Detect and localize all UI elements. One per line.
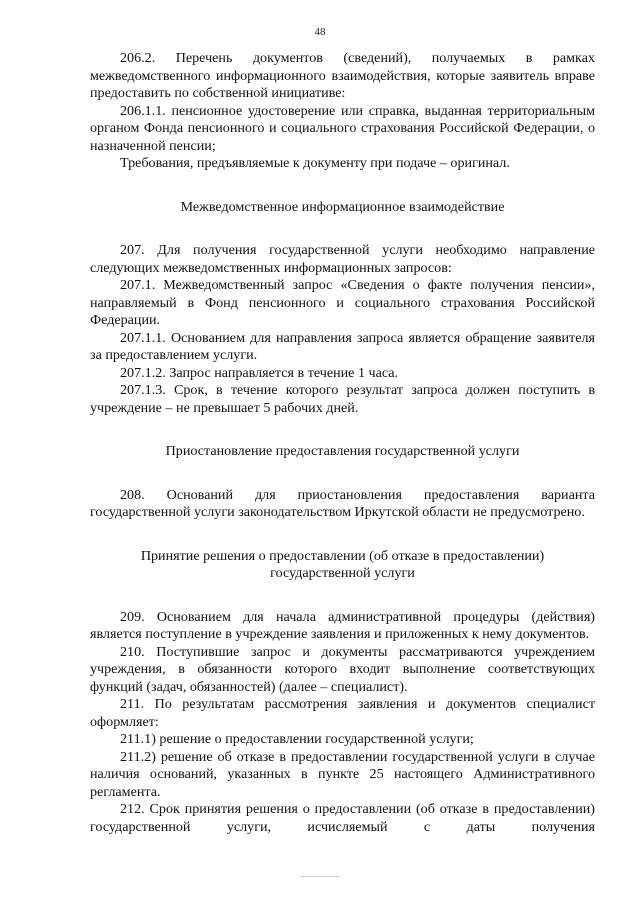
paragraph-206-1-1: 206.1.1. пенсионное удостоверение или справка, выданная территориальным органом Фонда пенсионного и социального страхования Российской Федерации, о назначенной пенсии; bbox=[90, 102, 595, 154]
scan-mark bbox=[300, 876, 340, 877]
paragraph-210: 210. Поступившие запрос и документы рассматриваются учреждением учреждения, в обязанности которого входит выполнение соответствующих функций (задач, обязанностей) (далее – специалист). bbox=[90, 643, 595, 695]
document-body bbox=[90, 50, 595, 836]
paragraph-211: 211. По результатам рассмотрения заявления и документов специалист оформляет: bbox=[90, 696, 595, 730]
section-heading-suspension: Приостановление предоставления государственной услуги bbox=[165, 443, 520, 459]
paragraph-requirements: Требования, предъявляемые к документу при подаче – оригинал. bbox=[120, 155, 510, 171]
paragraph-211-1: 211.1) решение о предоставлении государственной услуги; bbox=[120, 731, 474, 747]
paragraph-207-1-3: 207.1.3. Срок, в течение которого результат запроса должен поступить в учреждение – не превышает 5 рабочих дней. bbox=[90, 382, 595, 416]
page-number: 48 bbox=[314, 26, 326, 38]
paragraph-206-2: 206.2. Перечень документов (сведений), получаемых в рамках межведомственного информационного взаимодействия, которые заявитель вправе предоставить по собственной инициативе: bbox=[90, 50, 595, 101]
paragraph-207-1-2: 207.1.2. Запрос направляется в течение 1 часа. bbox=[120, 364, 399, 381]
section-heading-decision: Принятие решения о предоставлении (об отказе в предоставлении) государственной услуги bbox=[140, 547, 545, 581]
paragraph-207: 207. Для получения государственной услуги необходимо направление следующих межведомственных информационных запросов: bbox=[90, 242, 595, 276]
section-heading-interagency: Межведомственное информационное взаимодействие bbox=[180, 198, 505, 215]
paragraph-208: 208. Оснований для приостановления предоставления варианта государственной услуги законодательством Иркутской области не предусмотрено. bbox=[90, 486, 595, 520]
paragraph-207-1: 207.1. Межведомственный запрос «Сведения о факте получения пенсии», направляемый в Фонд пенсионного и социального страхования Российской Федерации. bbox=[90, 277, 595, 328]
paragraph-209: 209. Основанием для начала административной процедуры (действия) является поступление в учреждение заявления и приложенных к нему документов. bbox=[90, 608, 595, 642]
paragraph-212: 212. Срок принятия решения о предоставлении (об отказе в предоставлении) государственной услуги, исчисляемый с даты получения bbox=[90, 801, 595, 835]
paragraph-211-2: 211.2) решение об отказе в предоставлении государственной услуги в случае наличия оснований, указанных в пункте 25 настоящего Административного регламента. bbox=[90, 748, 595, 800]
paragraph-207-1-1: 207.1.1. Основанием для направления запроса является обращение заявителя за предоставлением услуги. bbox=[90, 329, 595, 363]
